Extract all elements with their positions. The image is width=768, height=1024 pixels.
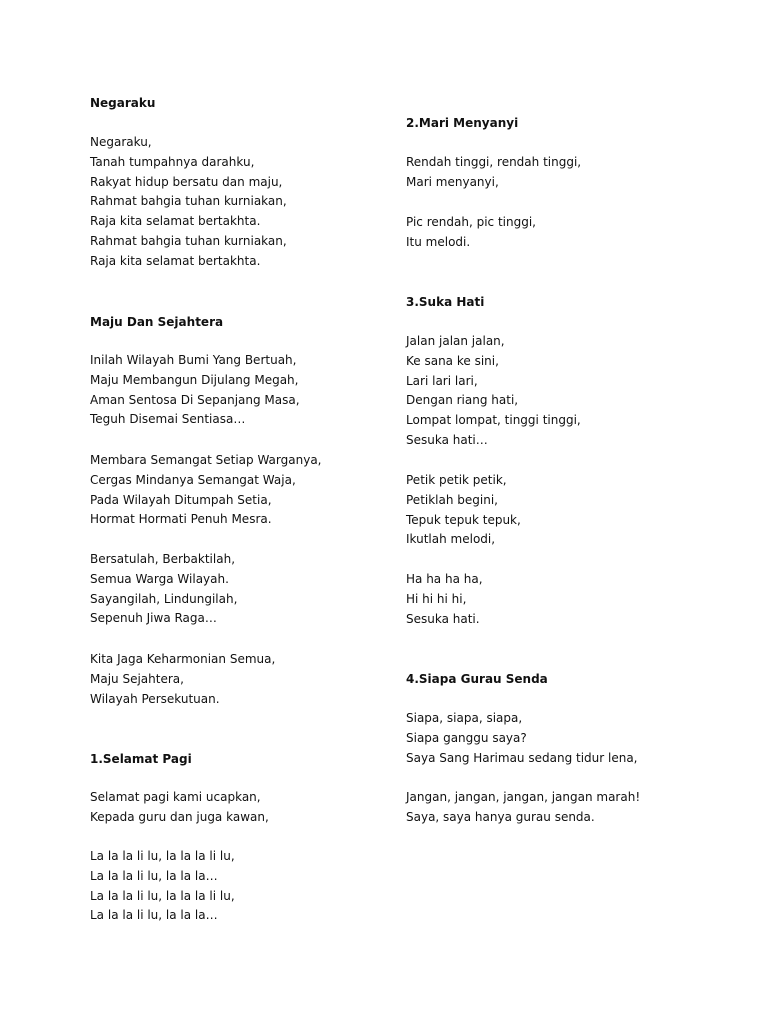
song-title-siapa-gurau-senda: 4.Siapa Gurau Senda — [406, 672, 548, 686]
lyric-line: La la la li lu, la la la… — [90, 908, 218, 923]
lyric-line: Cergas Mindanya Semangat Waja, — [90, 472, 296, 487]
stanza-selamat-pagi-2 — [90, 847, 235, 926]
stanza-siapa-gurau-1 — [406, 709, 638, 768]
stanza-maju-2 — [90, 451, 321, 530]
lyric-line: Sepenuh Jiwa Raga… — [90, 611, 217, 626]
lyric-line: Rahmat bahgia tuhan kurniakan, — [90, 194, 287, 209]
lyric-line: Sesuka hati. — [406, 611, 480, 626]
lyric-line: Siapa ganggu saya? — [406, 730, 527, 745]
lyric-line: Teguh Disemai Sentiasa… — [90, 412, 246, 427]
stanza-maju-3 — [90, 550, 237, 629]
stanza-siapa-gurau-2 — [406, 788, 640, 828]
lyric-line: La la la li lu, la la la… — [90, 868, 218, 883]
lyric-line: Mari menyanyi, — [406, 174, 499, 189]
lyric-line: Petik petik petik, — [406, 473, 507, 487]
lyric-line: La la la li lu, la la la li lu, — [90, 888, 235, 903]
lyric-line: Kepada guru dan juga kawan, — [90, 809, 269, 824]
lyric-line: Hi hi hi hi, — [406, 591, 467, 606]
lyric-line: Hormat Hormati Penuh Mesra. — [90, 512, 272, 527]
lyric-line: Ke sana ke sini, — [406, 353, 499, 368]
lyric-line: Lompat lompat, tinggi tinggi, — [406, 413, 581, 428]
lyric-line: Rendah tinggi, rendah tinggi, — [406, 155, 582, 169]
lyric-line: Saya Sang Harimau sedang tidur lena, — [406, 750, 638, 765]
lyric-line: Jalan jalan jalan, — [406, 334, 505, 348]
lyric-line: Tepuk tepuk tepuk, — [406, 512, 521, 527]
lyric-line: Lari lari lari, — [406, 373, 478, 388]
lyric-line: Raja kita selamat bertakhta. — [90, 253, 261, 268]
song-title-mari-menyanyi: 2.Mari Menyanyi — [406, 116, 519, 130]
stanza-selamat-pagi-1 — [90, 788, 269, 828]
stanza-maju-1 — [90, 351, 300, 430]
song-title-negaraku: Negaraku — [90, 96, 156, 110]
lyric-line: Bersatulah, Berbaktilah, — [90, 552, 236, 566]
stanza-suka-hati-3 — [406, 570, 483, 629]
lyric-line: Petiklah begini, — [406, 492, 498, 507]
stanza-suka-hati-1 — [406, 332, 581, 451]
lyric-line: Dengan riang hati, — [406, 393, 519, 408]
lyric-line: Ha ha ha ha, — [406, 572, 483, 586]
lyric-line: Saya, saya hanya gurau senda. — [406, 809, 595, 824]
lyric-line: Semua Warga Wilayah. — [90, 571, 229, 586]
song-title-selamat-pagi: 1.Selamat Pagi — [90, 752, 192, 766]
lyric-line: Maju Sejahtera, — [90, 671, 184, 686]
lyric-line: Sesuka hati… — [406, 432, 488, 447]
lyric-line: Negaraku, — [90, 135, 152, 149]
lyric-line: Rakyat hidup bersatu dan maju, — [90, 174, 283, 189]
lyric-line: Tanah tumpahnya darahku, — [90, 154, 255, 169]
lyric-line: La la la li lu, la la la li lu, — [90, 849, 235, 863]
lyric-line: Sayangilah, Lindungilah, — [90, 591, 238, 606]
song-title-maju-dan-sejahtera: Maju Dan Sejahtera — [90, 315, 224, 329]
lyric-line: Jangan, jangan, jangan, jangan marah! — [406, 790, 641, 804]
stanza-mari-menyanyi-1 — [406, 153, 581, 193]
stanza-suka-hati-2 — [406, 471, 521, 550]
lyric-line: Siapa, siapa, siapa, — [406, 711, 523, 725]
lyric-line: Pic rendah, pic tinggi, — [406, 215, 536, 229]
lyric-line: Aman Sentosa Di Sepanjang Masa, — [90, 392, 300, 407]
lyric-line: Inilah Wilayah Bumi Yang Bertuah, — [90, 353, 297, 367]
lyric-line: Kita Jaga Keharmonian Semua, — [90, 652, 276, 666]
lyric-line: Maju Membangun Dijulang Megah, — [90, 372, 299, 387]
lyric-line: Membara Semangat Setiap Warganya, — [90, 453, 322, 467]
stanza-negaraku — [90, 133, 287, 272]
lyric-line: Selamat pagi kami ucapkan, — [90, 790, 261, 804]
lyric-line: Ikutlah melodi, — [406, 532, 496, 547]
lyric-line: Raja kita selamat bertakhta. — [90, 214, 261, 229]
lyric-line: Pada Wilayah Ditumpah Setia, — [90, 492, 272, 507]
lyric-line: Wilayah Persekutuan. — [90, 691, 220, 706]
lyric-line: Rahmat bahgia tuhan kurniakan, — [90, 233, 287, 248]
lyric-line: Itu melodi. — [406, 234, 471, 249]
song-title-suka-hati: 3.Suka Hati — [406, 295, 485, 309]
stanza-mari-menyanyi-2 — [406, 213, 536, 253]
stanza-maju-4 — [90, 650, 275, 709]
